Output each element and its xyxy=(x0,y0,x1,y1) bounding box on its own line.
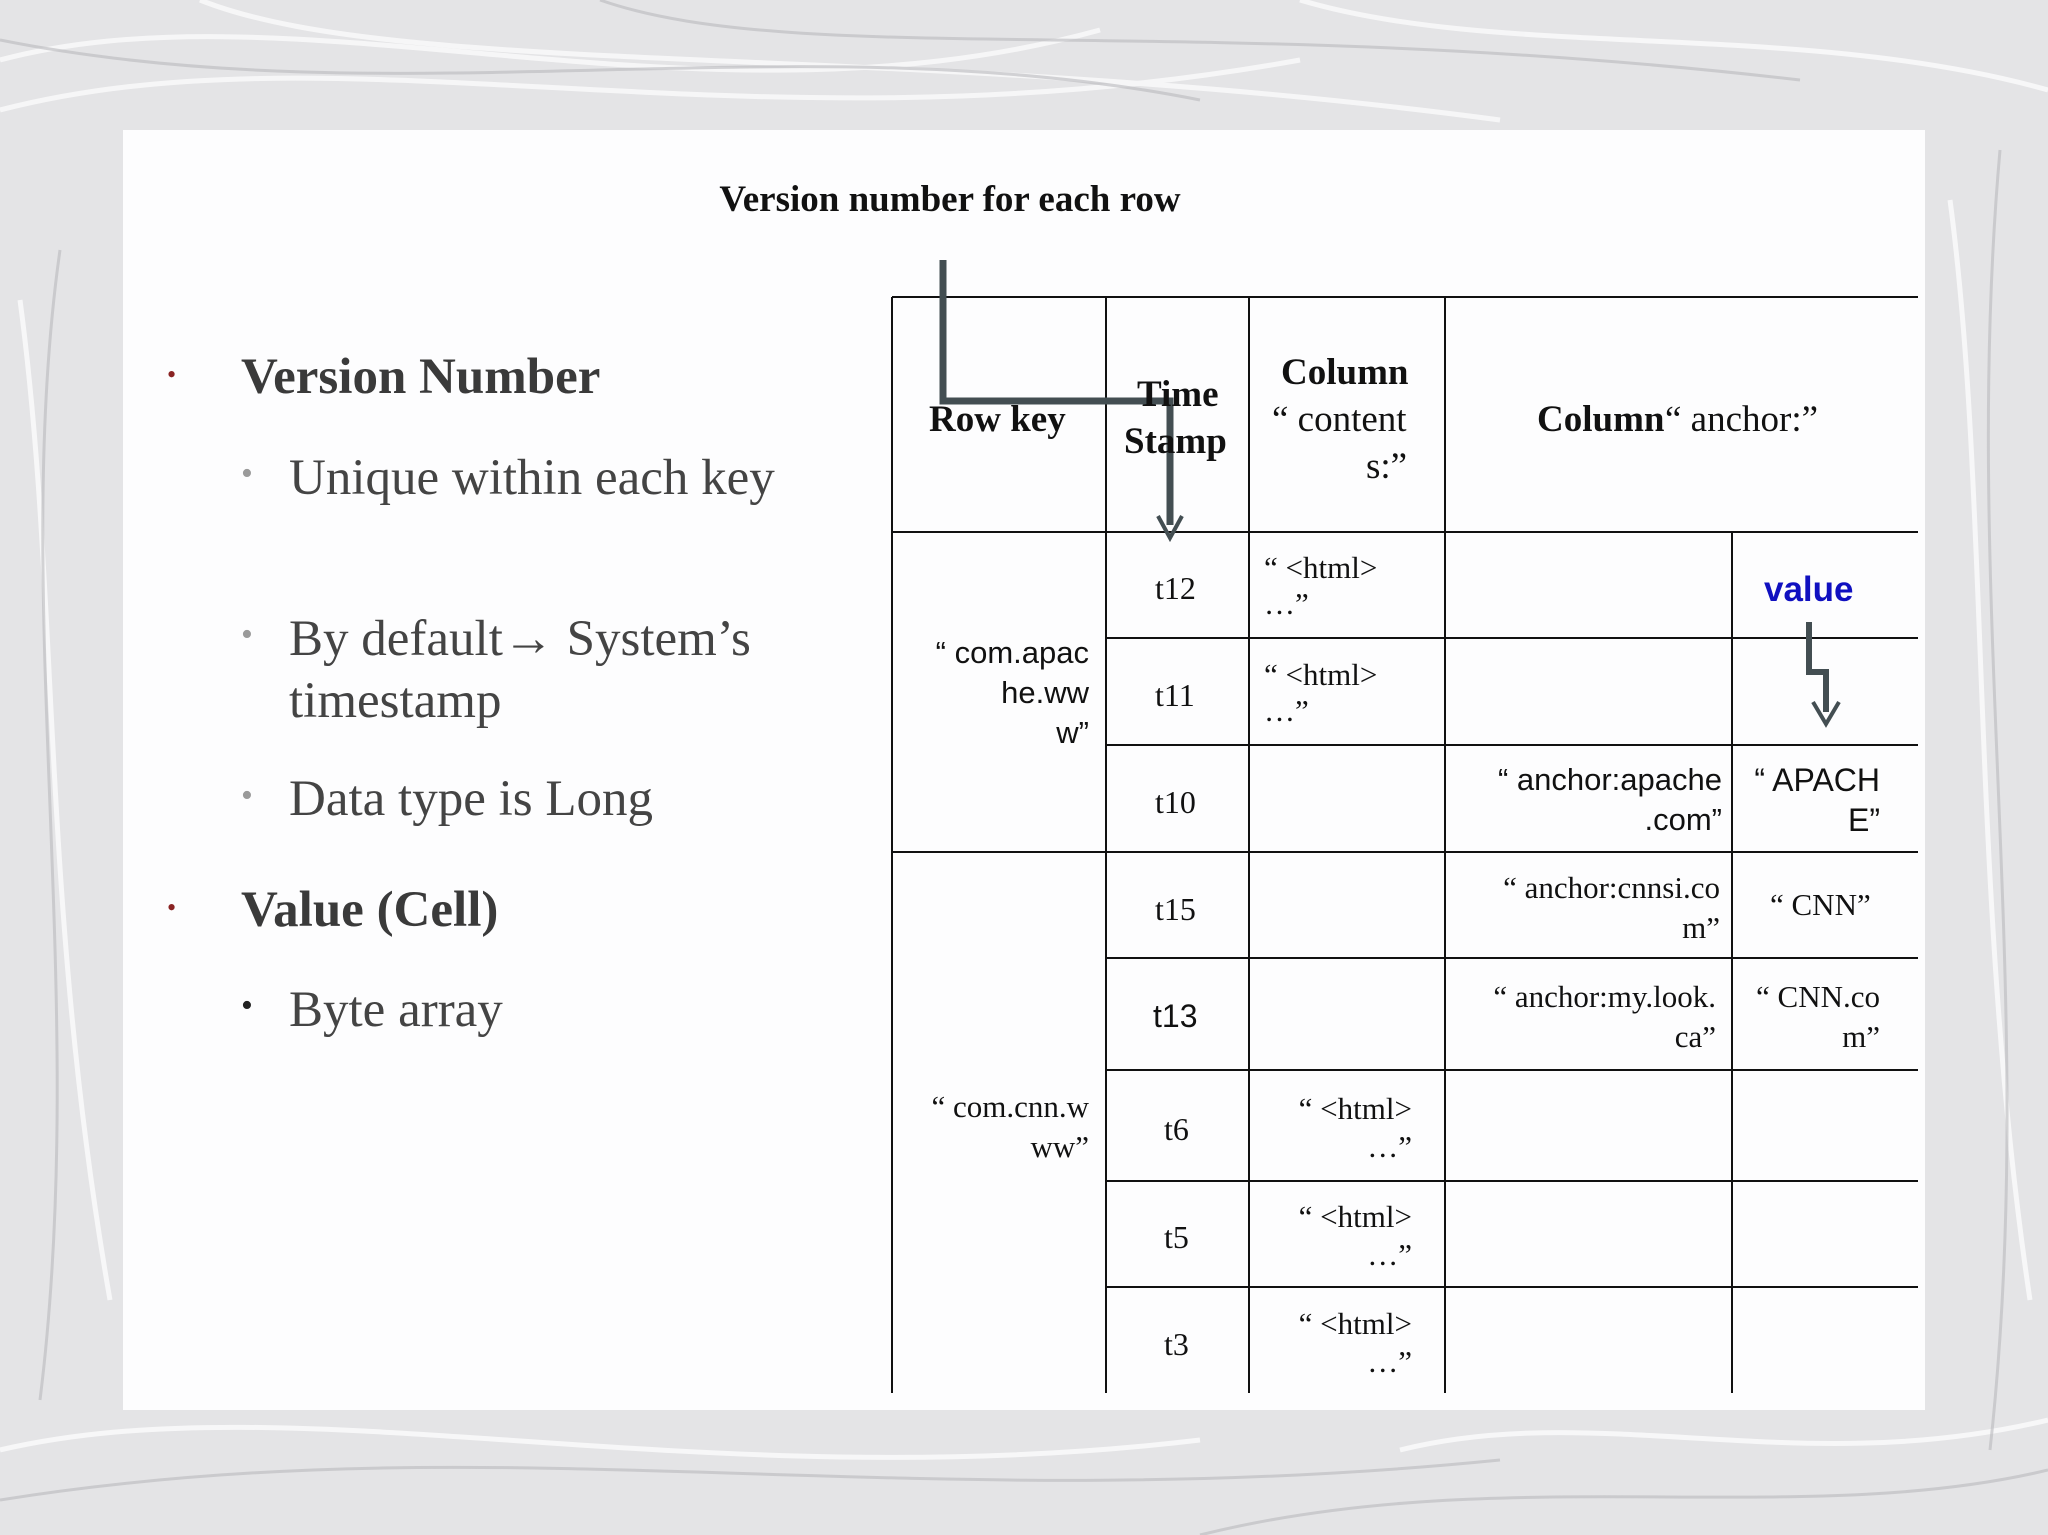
anchor-value-line: “ CNN.co xyxy=(1756,979,1880,1014)
anchor-qualifier-line: m” xyxy=(1682,910,1720,945)
anchor-qualifier-line: .com” xyxy=(1644,802,1722,837)
diagram-title: Version number for each row xyxy=(719,179,1181,220)
contents-line: “ <html> xyxy=(1298,1091,1412,1126)
header-stamp: Stamp xyxy=(1124,421,1227,462)
header-contents-name: “ content xyxy=(1272,399,1407,440)
anchor-value-t15 xyxy=(1770,887,1871,923)
timestamp-t5: t5 xyxy=(1164,1219,1189,1255)
header-anchor-name: “ anchor:” xyxy=(1665,399,1819,440)
contents-line: …” xyxy=(1367,1344,1412,1379)
timestamp-t6: t6 xyxy=(1164,1111,1189,1147)
contents-t6 xyxy=(1262,1090,1412,1166)
timestamp-t12: t12 xyxy=(1155,570,1196,606)
anchor-value-line: E” xyxy=(1848,802,1880,838)
contents-line: …” xyxy=(1264,693,1309,728)
sub-bullet-marker: • xyxy=(241,455,253,492)
bullet-marker: • xyxy=(167,360,177,389)
anchor-qualifier-line: ca” xyxy=(1674,1019,1716,1054)
timestamp-t15: t15 xyxy=(1155,891,1196,927)
anchor-qualifier-line: “ anchor:cnnsi.co xyxy=(1503,870,1720,905)
bullet-value-cell: Value (Cell) xyxy=(241,882,499,938)
bullet-version-number: Version Number xyxy=(241,349,601,405)
sub-bullet-marker: • xyxy=(241,777,253,814)
anchor-value-t10 xyxy=(1748,760,1880,840)
anchor-value-t13 xyxy=(1748,977,1880,1057)
contents-line: “ <html> xyxy=(1298,1199,1412,1234)
sub-bullet-marker: • xyxy=(241,616,253,653)
bullet-marker: • xyxy=(167,893,177,922)
anchor-qualifier-line: “ anchor:apache xyxy=(1497,762,1722,797)
row-key-line: “ com.apac xyxy=(935,635,1089,670)
row-key-line: ww” xyxy=(1030,1129,1089,1164)
contents-t12 xyxy=(1264,550,1377,622)
row-key-line: w” xyxy=(1056,715,1089,750)
contents-t11 xyxy=(1264,657,1377,729)
anchor-qualifier-t13 xyxy=(1458,977,1716,1057)
contents-line: “ <html> xyxy=(1264,657,1378,692)
row-key-apache xyxy=(907,633,1089,753)
timestamp-t11: t11 xyxy=(1155,677,1195,713)
anchor-value-line: “ CNN” xyxy=(1770,887,1871,922)
header-column-anchor: Column xyxy=(1537,399,1665,440)
contents-line: …” xyxy=(1367,1237,1412,1272)
version-arrow xyxy=(943,260,1170,525)
contents-line: “ <html> xyxy=(1298,1306,1412,1341)
anchor-qualifier-t10 xyxy=(1458,760,1722,840)
row-key-cnn xyxy=(907,1087,1089,1167)
contents-line: “ <html> xyxy=(1264,550,1378,585)
anchor-qualifier-t15 xyxy=(1458,868,1720,948)
contents-line: …” xyxy=(1264,586,1309,621)
timestamp-t3: t3 xyxy=(1164,1326,1189,1362)
contents-t5 xyxy=(1262,1198,1412,1274)
value-arrow xyxy=(1809,622,1826,712)
anchor-qualifier-line: “ anchor:my.look. xyxy=(1493,979,1716,1014)
row-key-line: “ com.cnn.w xyxy=(931,1089,1089,1124)
timestamp-t13: t13 xyxy=(1153,998,1198,1034)
anchor-value-line: “ APACH xyxy=(1754,762,1880,798)
timestamp-t10: t10 xyxy=(1155,784,1196,820)
row-key-line: he.ww xyxy=(1001,675,1089,710)
sub-bullet-unique: Unique within each key xyxy=(289,450,775,506)
value-label: value xyxy=(1764,570,1854,609)
contents-t3 xyxy=(1262,1305,1412,1381)
header-row-key: Row key xyxy=(929,399,1066,440)
contents-line: …” xyxy=(1367,1129,1412,1164)
header-contents-name-end: s:” xyxy=(1366,446,1408,487)
header-column-contents: Column xyxy=(1281,352,1409,393)
sub-bullet-default: By default→ System’s timestamp xyxy=(289,611,751,729)
sub-bullet-long: Data type is Long xyxy=(289,771,653,827)
sub-bullet-marker: • xyxy=(241,987,253,1024)
sub-bullet-byte-array: Byte array xyxy=(289,982,503,1038)
header-time: Time xyxy=(1137,374,1219,415)
anchor-value-line: m” xyxy=(1842,1019,1880,1054)
